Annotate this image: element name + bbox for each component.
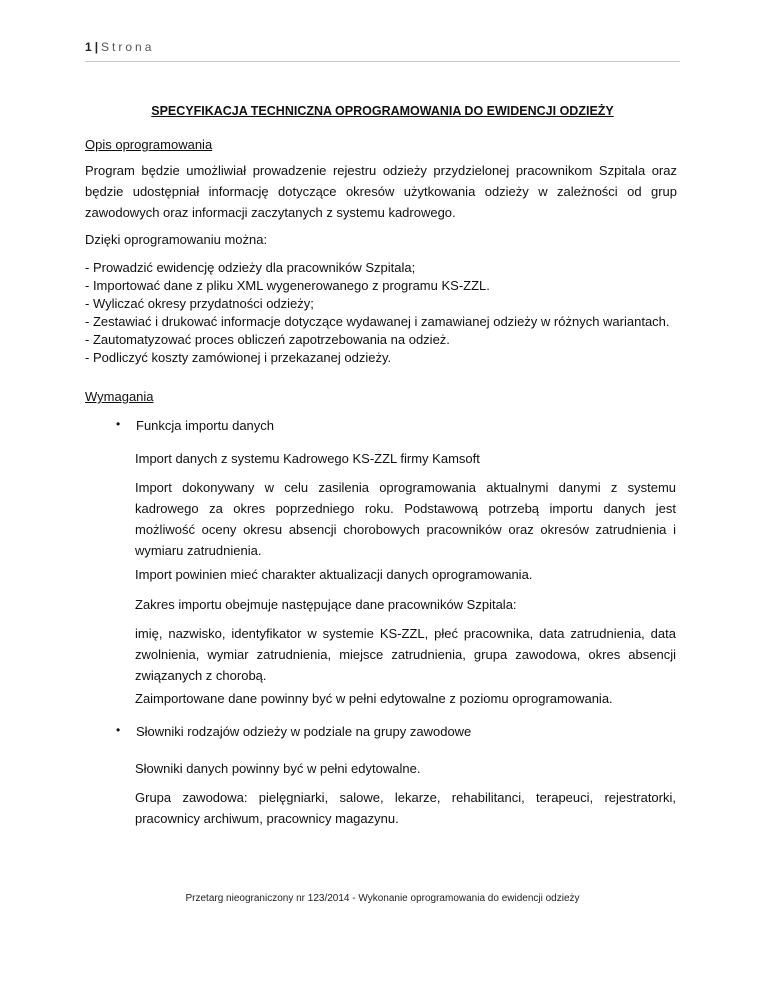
list-item: - Prowadzić ewidencję odzieży dla pracowników Szpitala; — [85, 260, 416, 275]
requirement-dictionaries-title: Słowniki rodzajów odzieży w podziale na grupy zawodowe — [136, 724, 472, 739]
import-paragraph: Import powinien mieć charakter aktualizacji danych oprogramowania. — [135, 567, 533, 582]
list-item: - Importować dane z pliku XML wygenerowanego z programu KS-ZZL. — [85, 278, 490, 293]
header-rule — [85, 61, 680, 62]
section-heading-description: Opis oprogramowania — [85, 137, 213, 152]
bullet-icon: • — [116, 417, 121, 431]
document-title: SPECYFIKACJA TECHNICZNA OPROGRAMOWANIA DO EWIDENCJI ODZIEŻY — [151, 104, 614, 118]
page-number: 1 — [85, 40, 92, 54]
page-word: Strona — [101, 40, 155, 54]
requirement-import-title: Funkcja importu danych — [136, 418, 275, 433]
list-item: - Wyliczać okresy przydatności odzieży; — [85, 296, 314, 311]
list-item: - Zautomatyzować proces obliczeń zapotrzebowania na odzież. — [85, 332, 450, 347]
section-heading-requirements: Wymagania — [85, 389, 154, 404]
page-footer: Przetarg nieograniczony nr 123/2014 - Wykonanie oprogramowania do ewidencji odzieży — [185, 893, 580, 904]
list-item: - Zestawiać i drukować informacje dotyczące wydawanej i zamawianej odzieży w różnych wariantach. — [85, 314, 670, 329]
dictionaries-paragraph: Słowniki danych powinny być w pełni edytowalne. — [135, 761, 421, 776]
list-item: - Podliczyć koszty zamówionej i przekazanej odzieży. — [85, 350, 392, 365]
header-separator: | — [94, 40, 99, 54]
import-paragraph: Import dokonywany w celu zasilenia oprogramowania aktualnymi danymi z systemu kadrowego za okres poprzedniego roku. Podstawową potrzebą importu danych jest możliwość oceny okresu absencji chorobowych pracowników oraz okresów zatrudnienia i wymiaru zatrudnienia. — [135, 480, 676, 558]
import-paragraph: Import danych z systemu Kadrowego KS-ZZL firmy Kamsoft — [135, 451, 480, 466]
intro-paragraph: Program będzie umożliwiał prowadzenie rejestru odzieży przydzielonej pracownikom Szpitala oraz będzie udostępniał informację dotyczące okresów użytkowania odzieży w zależności od grup zawodowych oraz informacji zaczytanych z systemu kadrowego. — [85, 163, 677, 220]
page-header — [85, 40, 154, 54]
import-paragraph: Zakres importu obejmuje następujące dane pracowników Szpitala: — [135, 597, 517, 612]
import-paragraph: Zaimportowane dane powinny być w pełni edytowalne z poziomu oprogramowania. — [135, 691, 613, 706]
bullet-icon: • — [116, 723, 121, 737]
lead-paragraph: Dzięki oprogramowaniu można: — [85, 232, 268, 247]
import-paragraph: imię, nazwisko, identyfikator w systemie KS-ZZL, płeć pracownika, data zatrudnienia, data zwolnienia, wymiar zatrudnienia, miejsce zatrudnienia, grupa zawodowa, okres absencji związanych z chorobą. — [135, 626, 676, 683]
feature-list — [85, 259, 670, 367]
dictionaries-paragraph: Grupa zawodowa: pielęgniarki, salowe, lekarze, rehabilitanci, terapeuci, rejestratorki, pracownicy archiwum, pracownicy magazynu. — [135, 790, 676, 826]
